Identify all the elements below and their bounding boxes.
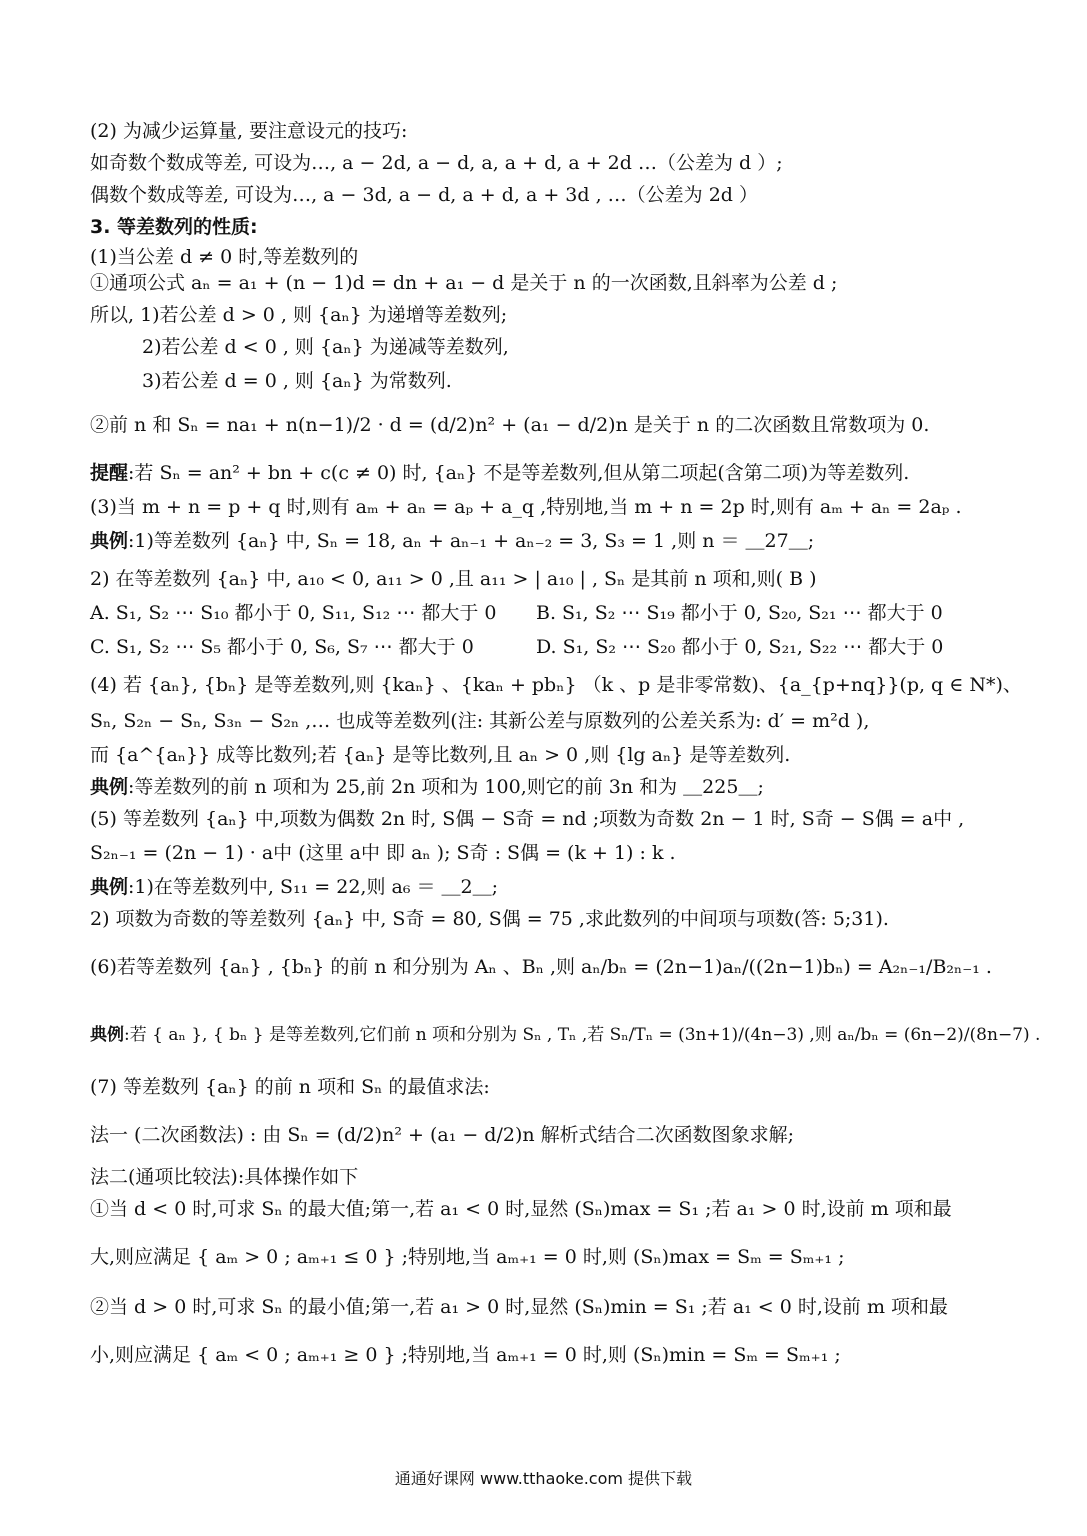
example-label: 典例 bbox=[90, 776, 129, 798]
option-c: C. S₁, S₂ ⋯ S₅ 都小于 0, S₆, S₇ ⋯ 都大于 0 bbox=[90, 636, 474, 658]
text-span: :若 Sₙ = an² + bn + c(c ≠ 0) 时, {aₙ} 不是等差数列,但从第二项起(含第二项)为等差数列. bbox=[128, 462, 910, 484]
option-d: D. S₁, S₂ ⋯ S₂₀ 都小于 0, S₂₁, S₂₂ ⋯ 都大于 0 bbox=[536, 636, 944, 658]
text-line: Sₙ, S₂ₙ − Sₙ, S₃ₙ − S₂ₙ ,… 也成等差数列(注: 其新公差与原数列的公差关系为: d′ = m²d ), bbox=[90, 710, 870, 732]
text-line: ①通项公式 aₙ = a₁ + (n − 1)d = dn + a₁ − d 是关于 n 的一次函数,且斜率为公差 d ; bbox=[90, 272, 838, 294]
text-span: :等差数列的前 n 项和为 25,前 2n 项和为 100,则它的前 3n 和为 ＿225＿; bbox=[128, 776, 764, 798]
text-line bbox=[90, 528, 814, 554]
text-line: 如奇数个数成等差, 可设为…, a − 2d, a − d, a, a + d, a + 2d …（公差为 d ）; bbox=[90, 152, 783, 174]
text-line: (5) 等差数列 {aₙ} 中,项数为偶数 2n 时, S偶 − S奇 = nd ;项数为奇数 2n − 1 时, S奇 − S偶 = a中 , bbox=[90, 808, 965, 830]
text-line: (4) 若 {aₙ}, {bₙ} 是等差数列,则 {kaₙ} 、{kaₙ + pbₙ} （k 、p 是非零常数)、{a_{p+nq}}(p, q ∈ N*)、 bbox=[90, 674, 1022, 696]
example-label: 典例 bbox=[90, 876, 129, 898]
text-span: :1)等差数列 {aₙ} 中, Sₙ = 18, aₙ + aₙ₋₁ + aₙ₋₂ = 3, S₃ = 1 ,则 n ＝ ＿27＿; bbox=[128, 530, 815, 552]
text-line: 2)若公差 d < 0 , 则 {aₙ} 为递减等差数列, bbox=[142, 336, 509, 358]
text-line bbox=[90, 460, 909, 486]
text-line: (7) 等差数列 {aₙ} 的前 n 项和 Sₙ 的最值求法: bbox=[90, 1076, 490, 1098]
section-heading: 3. 等差数列的性质: bbox=[90, 216, 258, 238]
text-line: 所以, 1)若公差 d > 0 , 则 {aₙ} 为递增等差数列; bbox=[90, 304, 508, 326]
text-line: ①当 d < 0 时,可求 Sₙ 的最大值;第一,若 a₁ < 0 时,显然 (Sₙ)max = S₁ ;若 a₁ > 0 时,设前 m 项和最 bbox=[90, 1198, 952, 1220]
text-line: (2) 为减少运算量, 要注意设元的技巧: bbox=[90, 120, 408, 142]
text-line: (6)若等差数列 {aₙ} , {bₙ} 的前 n 和分别为 Aₙ 、Bₙ ,则 aₙ/bₙ = (2n−1)aₙ/((2n−1)bₙ) = A₂ₙ₋₁/B₂ₙ₋₁ . bbox=[90, 956, 992, 978]
text-line: 法一 (二次函数法) : 由 Sₙ = (d/2)n² + (a₁ − d/2)n 解析式结合二次函数图象求解; bbox=[90, 1124, 795, 1146]
example-label: 典例 bbox=[90, 530, 129, 552]
text-line: ②当 d > 0 时,可求 Sₙ 的最小值;第一,若 a₁ > 0 时,显然 (Sₙ)min = S₁ ;若 a₁ < 0 时,设前 m 项和最 bbox=[90, 1296, 949, 1318]
text-line bbox=[90, 1022, 1040, 1048]
text-line bbox=[90, 774, 764, 800]
tip-label: 提醒 bbox=[90, 462, 129, 484]
text-line: 法二(通项比较法):具体操作如下 bbox=[90, 1166, 359, 1188]
text-line: 小,则应满足 { aₘ < 0 ; aₘ₊₁ ≥ 0 } ;特别地,当 aₘ₊₁ = 0 时,则 (Sₙ)min = Sₘ = Sₘ₊₁ ; bbox=[90, 1344, 841, 1366]
text-line: 2) 在等差数列 {aₙ} 中, a₁₀ < 0, a₁₁ > 0 ,且 a₁₁ > | a₁₀ | , Sₙ 是其前 n 项和,则( B ) bbox=[90, 568, 817, 590]
text-line: 偶数个数成等差, 可设为…, a − 3d, a − d, a + d, a + 3d , …（公差为 2d ） bbox=[90, 184, 758, 206]
text-line: 2) 项数为奇数的等差数列 {aₙ} 中, S奇 = 80, S偶 = 75 ,求此数列的中间项与项数(答: 5;31). bbox=[90, 908, 889, 930]
text-line: (3)当 m + n = p + q 时,则有 aₘ + aₙ = aₚ + a_q ,特别地,当 m + n = 2p 时,则有 aₘ + aₙ = 2aₚ . bbox=[90, 496, 962, 518]
text-line bbox=[90, 874, 498, 900]
text-span: :1)在等差数列中, S₁₁ = 22,则 a₆ ＝ ＿2＿; bbox=[128, 876, 499, 898]
text-line: S₂ₙ₋₁ = (2n − 1) · a中 (这里 a中 即 aₙ ); S奇 : S偶 = (k + 1) : k . bbox=[90, 842, 676, 864]
text-span: :若 { aₙ }, { bₙ } 是等差数列,它们前 n 项和分别为 Sₙ , Tₙ ,若 Sₙ/Tₙ = (3n+1)/(4n−3) ,则 aₙ/bₙ = (6n−2)/(8n−7) . bbox=[124, 1025, 1041, 1045]
text-line: 大,则应满足 { aₘ > 0 ; aₘ₊₁ ≤ 0 } ;特别地,当 aₘ₊₁ = 0 时,则 (Sₙ)max = Sₘ = Sₘ₊₁ ; bbox=[90, 1246, 845, 1268]
text-line: 而 {a^{aₙ}} 成等比数列;若 {aₙ} 是等比数列,且 aₙ > 0 ,则 {lg aₙ} 是等差数列. bbox=[90, 744, 791, 766]
text-line: ②前 n 和 Sₙ = na₁ + n(n−1)/2 · d = (d/2)n² + (a₁ − d/2)n 是关于 n 的二次函数且常数项为 0. bbox=[90, 414, 930, 436]
page-footer: 通通好课网 www.tthaoke.com 提供下载 bbox=[394, 1469, 693, 1488]
option-a: A. S₁, S₂ ⋯ S₁₀ 都小于 0, S₁₁, S₁₂ ⋯ 都大于 0 bbox=[90, 602, 497, 624]
text-line: 3)若公差 d = 0 , 则 {aₙ} 为常数列. bbox=[142, 370, 452, 392]
option-b: B. S₁, S₂ ⋯ S₁₉ 都小于 0, S₂₀, S₂₁ ⋯ 都大于 0 bbox=[536, 602, 943, 624]
text-line: (1)当公差 d ≠ 0 时,等差数列的 bbox=[90, 246, 359, 268]
example-label: 典例 bbox=[90, 1025, 124, 1045]
